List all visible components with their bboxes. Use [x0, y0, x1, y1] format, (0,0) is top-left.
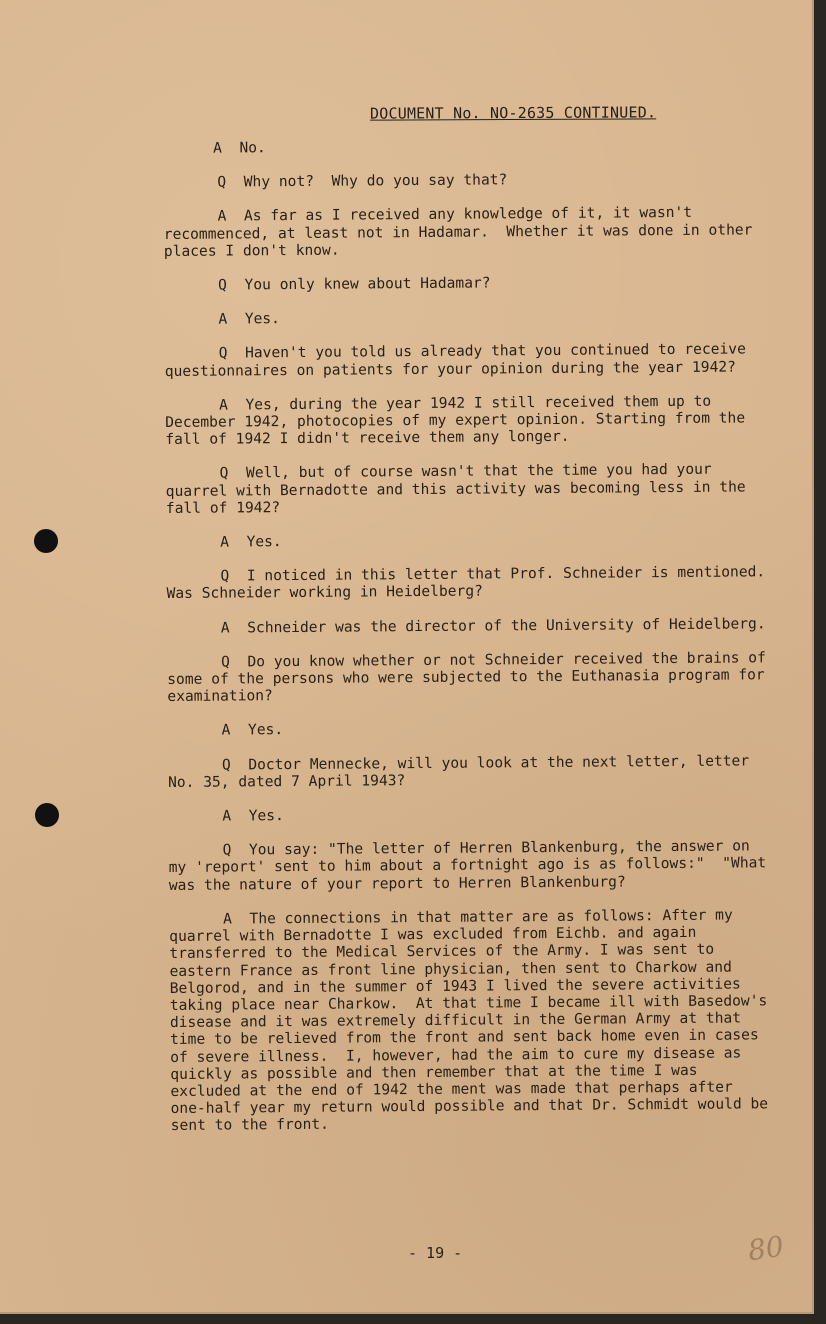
speaker-label: Q	[221, 653, 230, 671]
speaker-label: A	[212, 139, 222, 157]
speaker-label: A	[223, 910, 232, 928]
speaker-label: Q	[217, 173, 227, 191]
paragraph-text: Well, but of course wasn't that the time you had your quarrel with Bernadotte and this activity was becoming less in the fall of 1942?	[165, 461, 755, 517]
paragraph-text: Yes.	[247, 721, 284, 739]
paragraph-text: Doctor Mennecke, will you look at the next letter, letter No. 35, dated 7 April 1943?	[167, 752, 758, 791]
transcript-paragraph	[168, 718, 768, 740]
paragraph-text: Yes.	[246, 533, 282, 551]
transcript-paragraph	[168, 837, 776, 894]
speaker-label: Q	[218, 344, 228, 362]
transcript-paragraph	[165, 341, 765, 380]
page-number: - 19 -	[408, 1244, 463, 1262]
speaker-label: Q	[221, 756, 231, 774]
paragraph-text: You only knew about Hadamar?	[244, 274, 491, 294]
transcript-paragraph	[167, 649, 775, 706]
transcript-paragraph	[163, 135, 763, 157]
pencil-annotation: 80	[745, 1229, 786, 1268]
transcript-paragraph	[165, 392, 765, 448]
transcript-paragraph	[164, 204, 764, 260]
speaker-label: A	[222, 807, 232, 825]
paragraph-text: Why not? Why do you say that?	[243, 171, 508, 191]
transcript-body	[163, 135, 783, 1151]
paragraph-text: The connections in that matter are as follows: After my quarrel with Bernadotte I was excluded from Eichb. and again transferred to the Medical Services of the Army. I was sent to eastern France as front line physician, then sent to Charkow and Belgorod, and in the summer of 1943 I lived the severe activities taking place near Charkow. At that time I became ill with Basedow's disease and it was extremely difficult in the German Army at that time to be relieved from the front and sent back home even in cases of severe illness. I, however, had the aim to cure my disease as quickly as possible and then remember that at the time I was excluded at the end of 1942 the ment was made that perhaps after one-half year my return would possible and that Dr. Schmidt would be sent to the front.	[169, 906, 777, 1135]
speaker-label: Q	[222, 841, 232, 859]
speaker-label: A	[217, 207, 227, 225]
transcript-paragraph	[164, 307, 764, 329]
speaker-label: Q	[220, 567, 230, 585]
speaker-label: A	[220, 533, 230, 551]
document-header: DOCUMENT No. NO-2635 CONTINUED.	[369, 103, 657, 123]
paragraph-text: Do you know whether or not Schneider received the brains of some of the persons who were subjected to the Euthanasia program for examination?	[167, 649, 775, 706]
speaker-label: A	[220, 619, 230, 637]
speaker-label: A	[219, 396, 228, 414]
paragraph-text: Haven't you told us already that you continued to receive questionnaires on patients for your opinion during the year 1942?	[164, 340, 755, 380]
punch-hole-upper	[34, 529, 58, 553]
transcript-paragraph	[166, 563, 783, 603]
speaker-label: A	[218, 310, 228, 328]
transcript-paragraph	[166, 529, 766, 551]
punch-hole-lower	[35, 803, 59, 827]
transcript-paragraph	[163, 169, 763, 191]
transcript-paragraph	[169, 906, 777, 1135]
transcript-paragraph	[168, 752, 768, 791]
paragraph-text: Schneider was the director of the University of Heidelberg.	[247, 614, 766, 637]
paragraph-text: I noticed in this letter that Prof. Schneider is mentioned. Was Schneider working in Heidelberg?	[166, 563, 783, 603]
transcript-paragraph	[168, 803, 768, 825]
paragraph-text: Yes.	[248, 807, 284, 825]
speaker-label: A	[221, 721, 231, 740]
paragraph-text: You say: "The letter of Herren Blankenburg, the answer on my 'report' sent to him about a fortnight ago is as follows:" "What was the nature of your report to Herren Blankenburg?	[168, 837, 776, 894]
paragraph-text: No.	[239, 139, 266, 157]
speaker-label: Q	[218, 276, 228, 294]
transcript-paragraph	[164, 272, 764, 294]
paragraph-text: Yes.	[244, 310, 281, 328]
paragraph-text: Yes, during the year 1942 I still received them up to December 1942, photocopies of my expert opinion. Starting from the fall of 1942 I didn't receive them any longer.	[165, 392, 754, 449]
paragraph-text: As far as I received any knowledge of it, it wasn't recommenced, at least not in Hadamar. Whether it was done in other places I don't know.	[163, 204, 762, 260]
transcript-paragraph	[167, 615, 767, 637]
transcript-paragraph	[166, 461, 766, 517]
speaker-label: Q	[219, 464, 229, 483]
